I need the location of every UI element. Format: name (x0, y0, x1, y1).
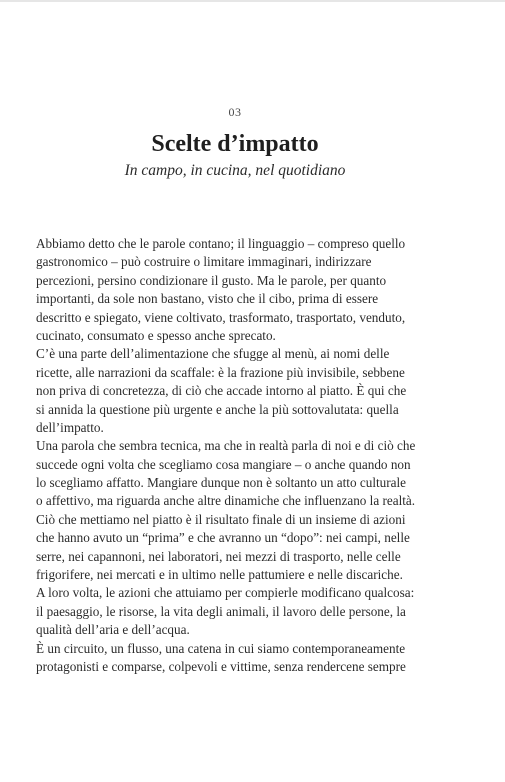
text-line: gastronomico – può costruire o limitare immaginari, indirizzare (36, 254, 372, 270)
text-line: Ciò che mettiamo nel piatto è il risultato finale di un insieme di azioni (36, 511, 406, 527)
text-line: A loro volta, le azioni che attuiamo per compierle modificano qualcosa: (36, 585, 415, 601)
text-line: descritto e spiegato, viene coltivato, trasformato, trasportato, venduto, (36, 309, 406, 325)
text-line: che hanno avuto un “prima” e che avranno un “dopo”: nei campi, nelle (36, 530, 410, 546)
chapter-title: Scelte d’impatto (151, 131, 319, 157)
body-text (36, 235, 436, 676)
text-line: qualità dell’aria e dell’acqua. (36, 622, 190, 638)
chapter-subtitle: In campo, in cucina, nel quotidiano (124, 162, 346, 179)
text-line: ricette, alle narrazioni da scaffale: è la frazione più invisibile, sebbene (36, 364, 405, 380)
text-line: o affettivo, ma riguarda anche altre dinamiche che influenzano la realtà. (36, 493, 416, 509)
text-line: cucinato, consumato e spesso anche sprecato. (36, 327, 276, 343)
text-line: lo scegliamo affatto. Mangiare dunque non è soltanto un atto culturale (36, 475, 406, 491)
text-line: frigorifere, nei mercati e in ultimo nelle pattumiere e nelle discariche. (36, 567, 403, 583)
text-line: succede ogni volta che scegliamo cosa mangiare – o anche quando non (36, 456, 411, 472)
text-line: non priva di concretezza, di ciò che accade intorno al piatto. È qui che (36, 383, 407, 399)
text-line: dell’impatto. (36, 419, 104, 435)
text-line: percezioni, persino condizionare il gusto. Ma le parole, per quanto (36, 272, 387, 288)
text-line: il paesaggio, le risorse, la vita degli animali, il lavoro delle persone, la (36, 603, 406, 619)
text-line: C’è una parte dell’alimentazione che sfugge al menù, ai nomi delle (36, 346, 390, 362)
text-line: Abbiamo detto che le parole contano; il linguaggio – compreso quello (36, 236, 406, 251)
text-line: importanti, da sole non bastano, visto che il cibo, prima di essere (36, 291, 379, 307)
chapter-number: 03 (228, 105, 242, 119)
text-line: protagonisti e comparse, colpevoli e vittime, senza rendercene sempre (36, 658, 406, 674)
text-line: si annida la questione più urgente e anche la più sottovalutata: quella (36, 401, 399, 417)
text-line: serre, nei capannoni, nei laboratori, nei mezzi di trasporto, nelle celle (36, 548, 401, 564)
text-line: È un circuito, un flusso, una catena in cui siamo contemporaneamente (36, 640, 406, 656)
text-line: Una parola che sembra tecnica, ma che in realtà parla di noi e di ciò che (36, 438, 416, 454)
